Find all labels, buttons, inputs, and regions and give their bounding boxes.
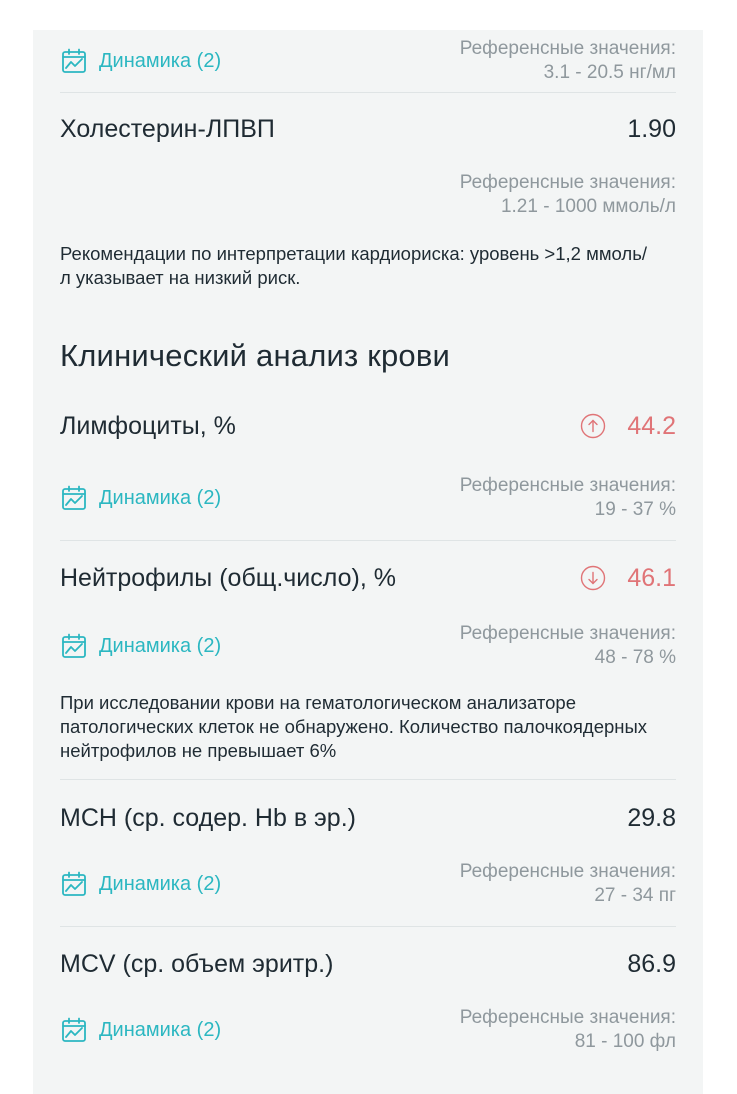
reference-range: 48 - 78 % <box>594 647 676 668</box>
reference-values <box>60 171 676 219</box>
metric-name: Нейтрофилы (общ.число), % <box>60 563 396 592</box>
dynamics-label: Динамика (2) <box>99 872 222 895</box>
dynamics-link[interactable] <box>60 632 221 660</box>
metric-name: Лимфоциты, % <box>60 411 236 440</box>
interpretation-note: При исследовании крови на гематологическом анализаторе патологических клеток не обнаружено. Количество палочкоядерных нейтрофилов не превышает 6% <box>60 692 648 761</box>
reference-label: Референсные значения: <box>459 861 676 882</box>
reference-values <box>460 622 676 670</box>
reference-range: 27 - 34 пг <box>594 885 676 906</box>
dynamics-row <box>60 615 676 677</box>
reference-label: Референсные значения: <box>459 38 676 59</box>
metric-row-mcv[interactable] <box>60 927 676 1001</box>
chart-calendar-icon <box>60 484 88 512</box>
reference-values <box>460 860 676 908</box>
reference-range: 81 - 100 фл <box>574 1031 676 1052</box>
reference-label: Референсные значения: <box>459 623 676 644</box>
results-card <box>33 30 703 1094</box>
dynamics-label: Динамика (2) <box>99 634 222 657</box>
dynamics-row <box>60 466 676 530</box>
reference-label: Референсные значения: <box>459 1007 676 1028</box>
reference-values <box>460 474 676 522</box>
reference-label: Референсные значения: <box>459 475 676 496</box>
metric-row-hdl[interactable] <box>60 93 676 165</box>
dynamics-row <box>60 856 676 912</box>
chart-calendar-icon <box>60 1016 88 1044</box>
reference-label: Референсные значения: <box>459 172 676 193</box>
dynamics-label: Динамика (2) <box>99 1018 222 1041</box>
metric-row-lymphocytes[interactable] <box>60 386 676 466</box>
metric-value: 46.1 <box>627 563 676 592</box>
dynamics-link[interactable] <box>60 47 221 75</box>
dynamics-label: Динамика (2) <box>99 486 222 509</box>
dynamics-label: Динамика (2) <box>99 49 222 72</box>
dynamics-link[interactable] <box>60 484 221 512</box>
metric-row-mch[interactable] <box>60 780 676 856</box>
interpretation-note: Рекомендации по интерпретации кардиориска: уровень >1,2 ммоль/л указывает на низкий риск. <box>60 243 647 288</box>
dynamics-row <box>60 30 676 92</box>
reference-range: 3.1 - 20.5 нг/мл <box>543 62 676 83</box>
metric-row-neutrophils[interactable] <box>60 541 676 615</box>
reference-values <box>460 1006 676 1054</box>
metric-value: 86.9 <box>627 949 676 978</box>
arrow-up-circle-icon <box>580 413 606 439</box>
chart-calendar-icon <box>60 870 88 898</box>
metric-value: 44.2 <box>627 411 676 440</box>
metric-name: MCV (ср. объем эритр.) <box>60 949 334 978</box>
arrow-down-circle-icon <box>580 565 606 591</box>
dynamics-link[interactable] <box>60 1016 221 1044</box>
dynamics-link[interactable] <box>60 870 221 898</box>
metric-value: 1.90 <box>627 114 676 143</box>
chart-calendar-icon <box>60 632 88 660</box>
metric-name: MCH (ср. содер. Hb в эр.) <box>60 803 356 832</box>
metric-value: 29.8 <box>627 803 676 832</box>
reference-range: 1.21 - 1000 ммоль/л <box>500 196 676 217</box>
reference-range: 19 - 37 % <box>594 499 676 520</box>
section-title: Клинический анализ крови <box>60 338 451 373</box>
metric-name: Холестерин-ЛПВП <box>60 114 275 143</box>
metric-value-low <box>580 564 676 593</box>
dynamics-row <box>60 1001 676 1059</box>
metric-value-high <box>580 412 676 441</box>
reference-values <box>460 37 676 85</box>
chart-calendar-icon <box>60 47 88 75</box>
